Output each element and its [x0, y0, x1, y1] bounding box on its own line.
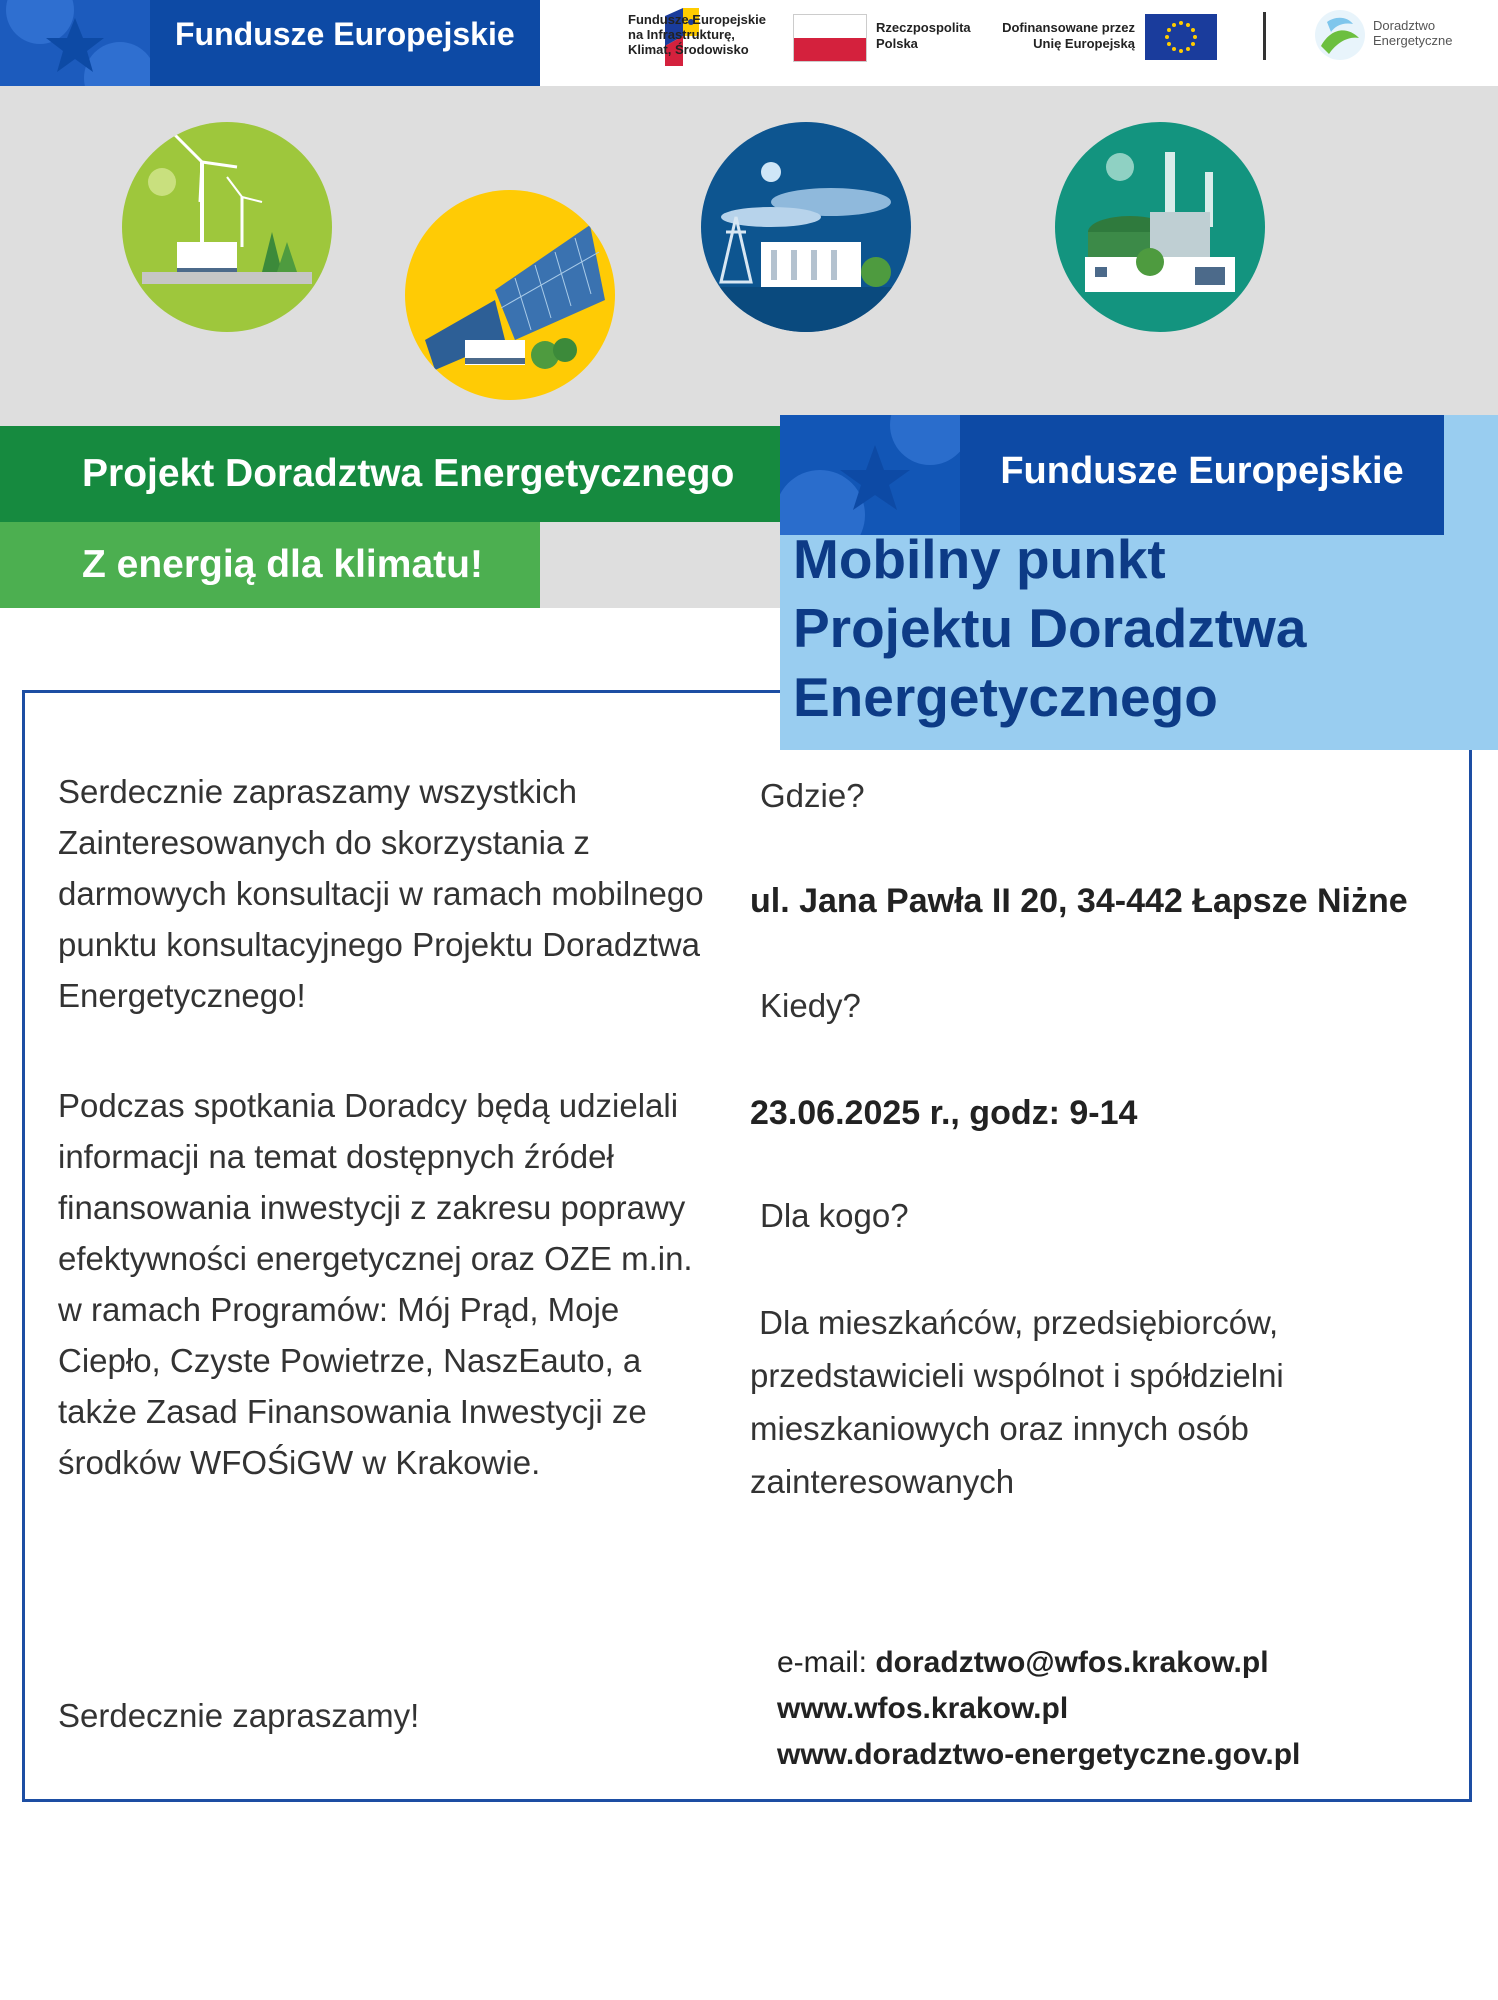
- wind-turbines-illustration: [122, 122, 332, 332]
- email-link[interactable]: doradztwo@wfos.krakow.pl: [875, 1646, 1269, 1679]
- title-line: Energetycznego: [793, 666, 1218, 728]
- de-line: Energetyczne: [1373, 33, 1453, 48]
- poland-flag-icon: [793, 14, 867, 62]
- mobile-point-title: [793, 525, 1483, 732]
- slogan: Z energią dla klimatu!: [82, 543, 483, 586]
- eu-flag-icon: [1145, 14, 1217, 60]
- project-title: Projekt Doradztwa Energetycznego: [82, 452, 735, 495]
- event-date: 23.06.2025 r., godz: 9-14: [750, 1094, 1138, 1132]
- who-question: Dla kogo?: [760, 1197, 909, 1234]
- audience-text: [750, 1296, 1400, 1508]
- solar-panels-illustration: [405, 190, 615, 400]
- title-line: Mobilny punkt: [793, 528, 1166, 590]
- fei-line: Fundusze Europejskie: [628, 12, 766, 27]
- eu-cofinanced-label: [1000, 20, 1135, 52]
- fe-stars-icon: [0, 0, 150, 86]
- de-line: Doradztwo: [1373, 18, 1436, 33]
- fei-line: na Infrastrukturę,: [628, 27, 735, 42]
- doradztwo-website-link[interactable]: www.doradztwo-energetyczne.gov.pl: [777, 1738, 1301, 1771]
- where-question: Gdzie?: [760, 777, 865, 814]
- fei-program-label: [628, 12, 798, 57]
- details-paragraph: Podczas spotkania Doradcy będą udzielali informacji na temat dostępnych źródeł finansowania inwestycji z zakresu poprawy efektywności energetycznej oraz OZE m.in. w ramach Programów: Mój Prąd, Moje Ciepło, Czyste Powietrze, NaszEauto, a także Zasad Finansowania Inwestycji ze środków WFOŚiGW w Krakowie.: [58, 1087, 693, 1481]
- audience-value: Dla mieszkańców, przedsiębiorców, przedstawicieli wspólnot i spółdzielni mieszkaniowych oraz innych osób zainteresowanych: [750, 1304, 1284, 1500]
- poland-label: [876, 20, 971, 52]
- eu-line: Unię Europejską: [1033, 36, 1135, 51]
- fundusze-europejskie-logo: [0, 0, 540, 86]
- fei-line: Klimat, Środowisko: [628, 42, 749, 57]
- logo-divider: [1263, 12, 1266, 60]
- email-label: e-mail:: [777, 1646, 876, 1679]
- wfos-website-link[interactable]: www.wfos.krakow.pl: [777, 1692, 1069, 1725]
- promo-stars-icon: [780, 415, 960, 535]
- eu-line: Dofinansowane przez: [1002, 20, 1135, 35]
- address: ul. Jana Pawła II 20, 34-442 Łapsze Niżne: [750, 882, 1408, 920]
- intro-paragraph: Serdecznie zapraszamy wszystkich Zainteresowanych do skorzystania z darmowych konsultacji w ramach mobilnego punktu konsultacyjnego Projektu Doradztwa Energetycznego!: [58, 773, 704, 1014]
- fe-logo-text: Fundusze Europejskie: [175, 16, 515, 52]
- promo-fe-label: Fundusze Europejskie: [1000, 450, 1404, 492]
- contact-block: [777, 1640, 1300, 1778]
- power-grid-illustration: [701, 122, 911, 332]
- de-logo-text: [1373, 18, 1453, 48]
- when-question: Kiedy?: [760, 987, 861, 1024]
- poland-line: Rzeczpospolita: [876, 20, 971, 35]
- title-line: Projektu Doradztwa: [793, 597, 1307, 659]
- doradztwo-energetyczne-icon: [1313, 8, 1367, 62]
- poland-line: Polska: [876, 36, 918, 51]
- email-line: [777, 1640, 1300, 1686]
- biogas-plant-illustration: [1055, 122, 1265, 332]
- closing-text: Serdecznie zapraszamy!: [58, 1697, 420, 1734]
